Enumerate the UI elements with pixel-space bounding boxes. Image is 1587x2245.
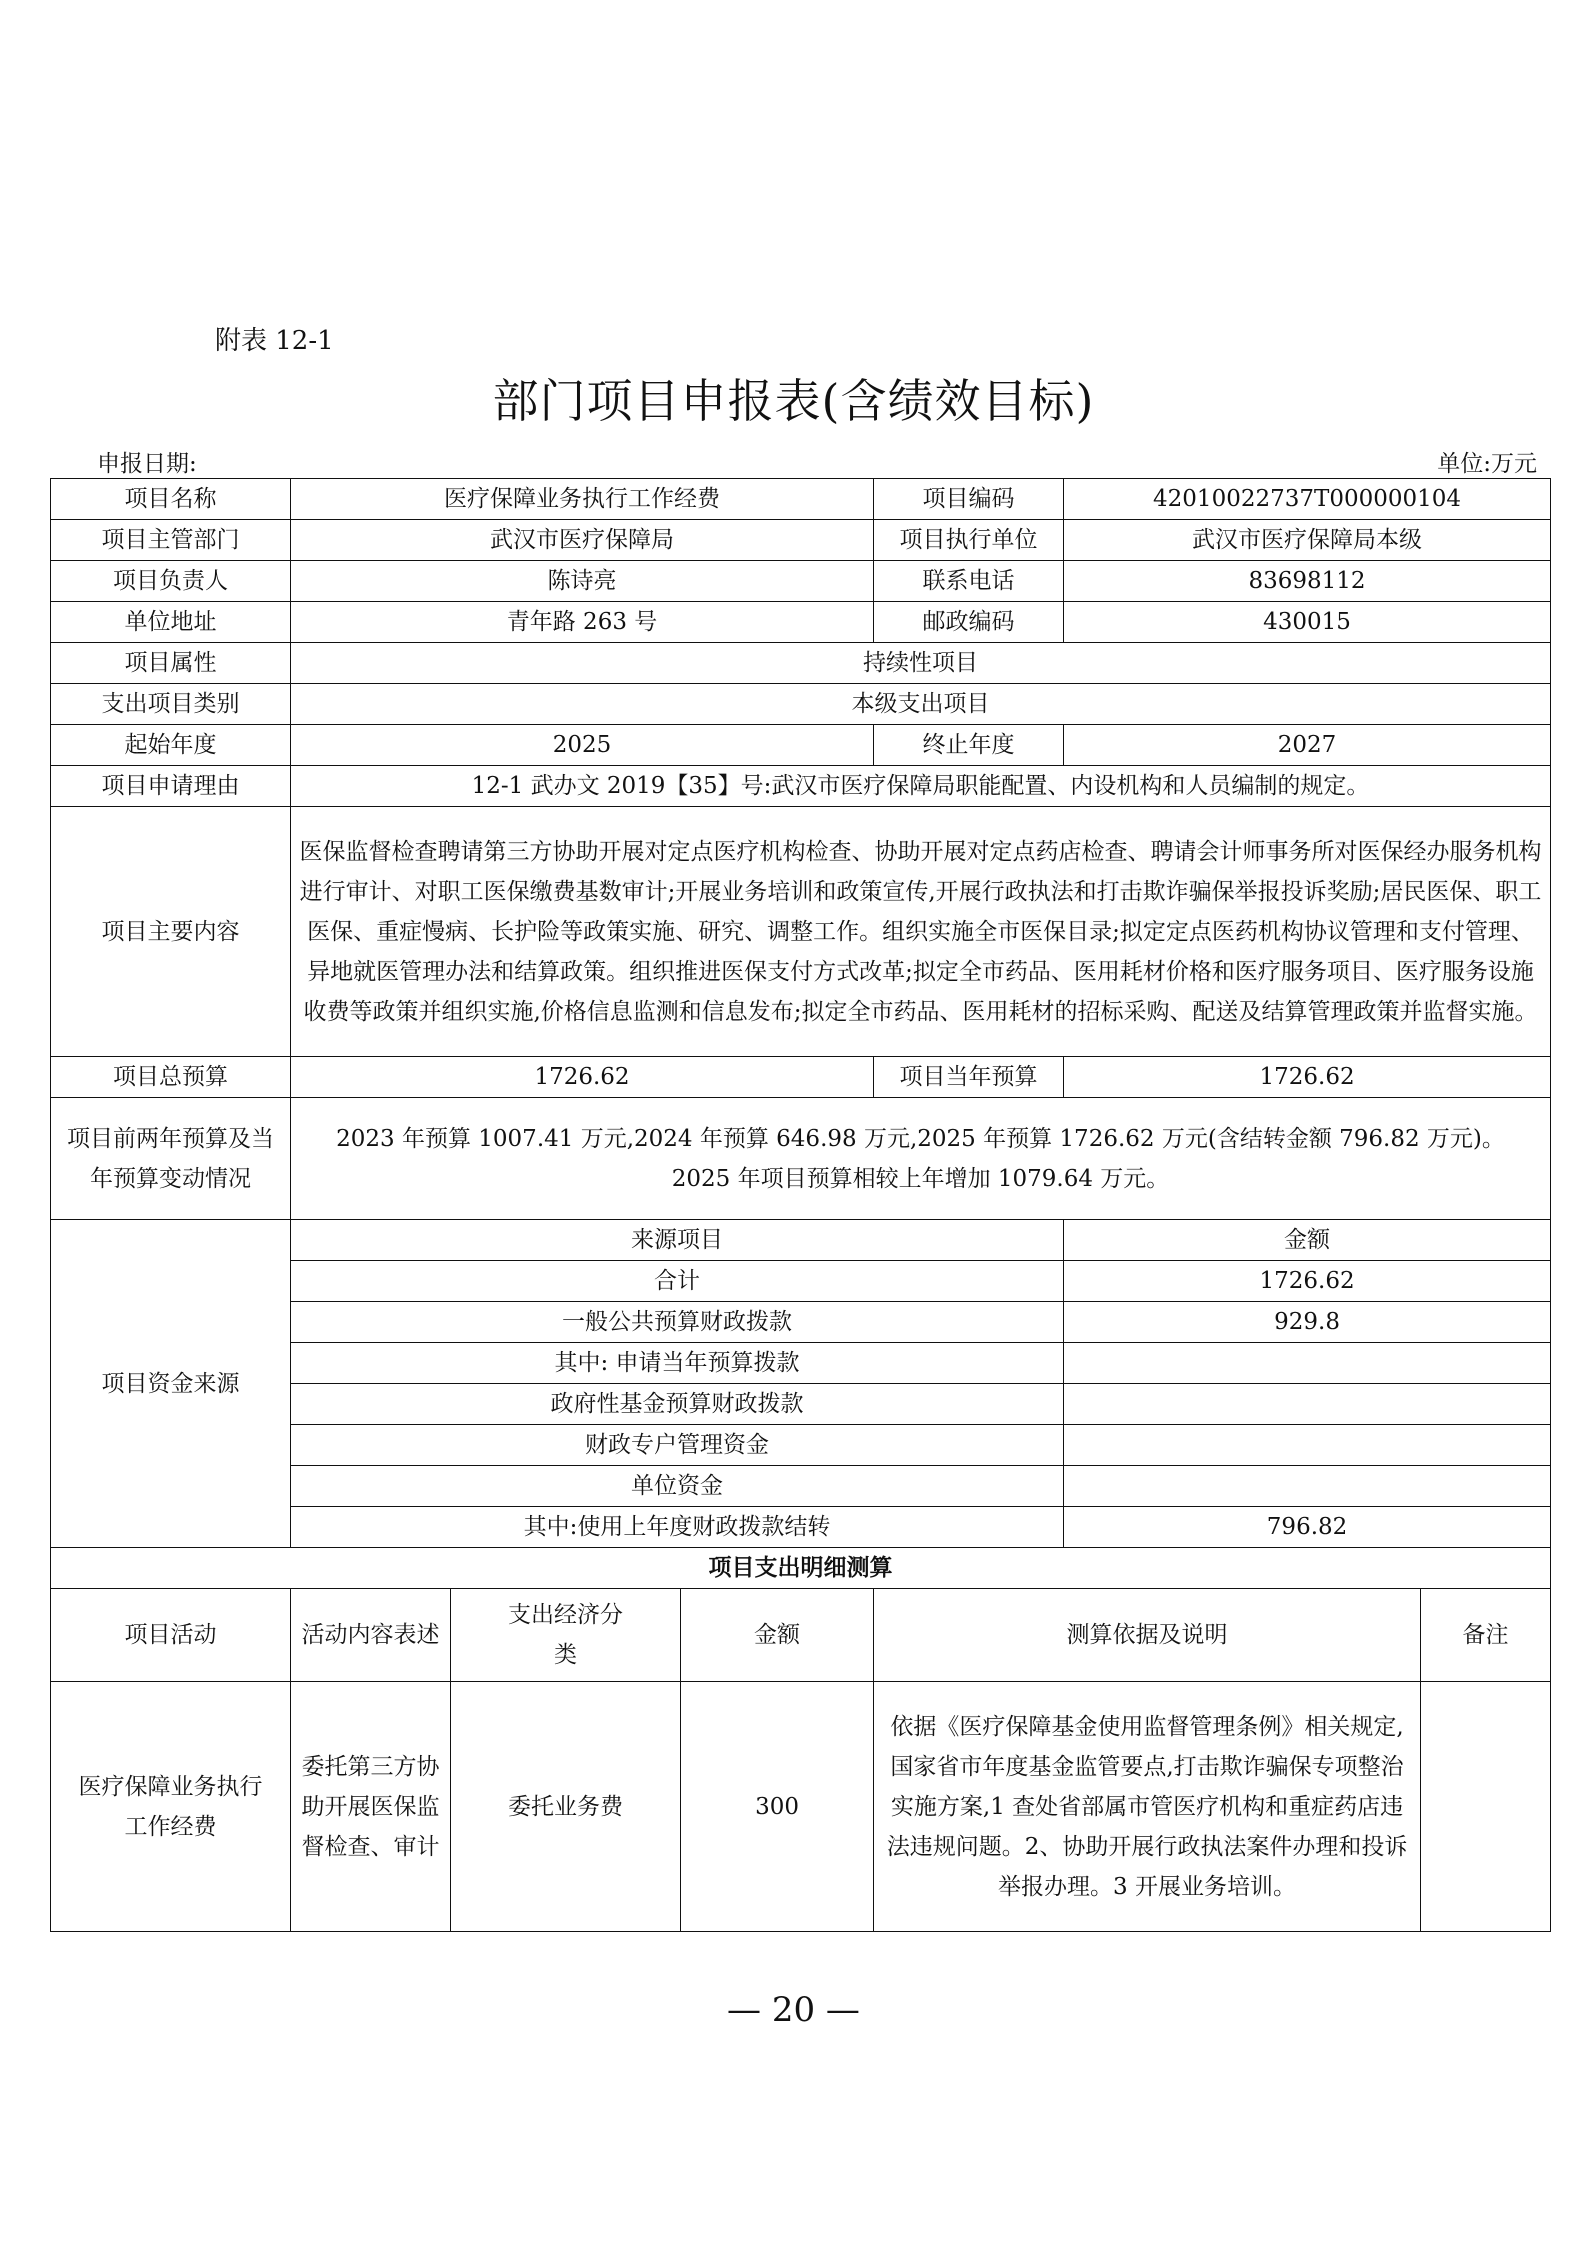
funding-amount xyxy=(1064,1384,1551,1425)
funding-amount: 1726.62 xyxy=(1064,1261,1551,1302)
postcode-label: 邮政编码 xyxy=(874,602,1064,643)
dept-value: 武汉市医疗保障局 xyxy=(291,520,874,561)
funding-amount: 929.8 xyxy=(1064,1302,1551,1343)
row-attr xyxy=(51,643,1551,684)
address-value: 青年路 263 号 xyxy=(291,602,874,643)
year-budget-value: 1726.62 xyxy=(1064,1057,1551,1098)
project-name-label: 项目名称 xyxy=(51,479,291,520)
expense-basis: 依据《医疗保障基金使用监督管理条例》相关规定,国家省市年度基金监管要点,打击欺诈骗保专项整治实施方案,1 查处省部属市管医疗机构和重症药店违法违规问题。2、协助开展行政执法案件办理和投诉举报办理。3 开展业务培训。 xyxy=(874,1682,1421,1932)
row-address xyxy=(51,602,1551,643)
funding-source: 财政专户管理资金 xyxy=(291,1425,1064,1466)
change-label: 项目前两年预算及当年预算变动情况 xyxy=(51,1098,291,1220)
change-line-1: 2023 年预算 1007.41 万元,2024 年预算 646.98 万元,2025 年预算 1726.62 万元(含结转金额 796.82 万元)。 xyxy=(336,1125,1505,1152)
change-line-2: 2025 年项目预算相较上年增加 1079.64 万元。 xyxy=(671,1165,1170,1192)
funding-source: 一般公共预算财政拨款 xyxy=(291,1302,1064,1343)
total-budget-label: 项目总预算 xyxy=(51,1057,291,1098)
expense-header-activity: 项目活动 xyxy=(51,1589,291,1682)
row-expense-header xyxy=(51,1589,1551,1682)
change-value xyxy=(291,1098,1551,1220)
phone-value: 83698112 xyxy=(1064,561,1551,602)
row-reason xyxy=(51,766,1551,807)
funding-header-source: 来源项目 xyxy=(291,1220,1064,1261)
expense-section-title: 项目支出明细测算 xyxy=(51,1548,1551,1589)
row-budget xyxy=(51,1057,1551,1098)
page-title: 部门项目申报表(含绩效目标) xyxy=(492,374,1095,428)
row-years xyxy=(51,725,1551,766)
expense-header-basis: 测算依据及说明 xyxy=(874,1589,1421,1682)
expense-row xyxy=(51,1682,1551,1932)
funding-source: 单位资金 xyxy=(291,1466,1064,1507)
total-budget-value: 1726.62 xyxy=(291,1057,874,1098)
row-content xyxy=(51,807,1551,1057)
expense-header-econ: 支出经济分类 xyxy=(451,1589,681,1682)
page-number: — 20 — xyxy=(727,1990,860,2030)
annex-label: 附表 12-1 xyxy=(215,326,334,356)
project-code-label: 项目编码 xyxy=(874,479,1064,520)
expense-header-desc: 活动内容表述 xyxy=(291,1589,451,1682)
funding-label: 项目资金来源 xyxy=(51,1220,291,1548)
unit-label: 单位:万元 xyxy=(1437,451,1537,477)
end-year-label: 终止年度 xyxy=(874,725,1064,766)
funding-source: 其中: 申请当年预算拨款 xyxy=(291,1343,1064,1384)
end-year-value: 2027 xyxy=(1064,725,1551,766)
row-dept xyxy=(51,520,1551,561)
project-name-value: 医疗保障业务执行工作经费 xyxy=(291,479,874,520)
leader-value: 陈诗亮 xyxy=(291,561,874,602)
dept-label: 项目主管部门 xyxy=(51,520,291,561)
expense-header-note: 备注 xyxy=(1421,1589,1551,1682)
leader-label: 项目负责人 xyxy=(51,561,291,602)
attr-label: 项目属性 xyxy=(51,643,291,684)
content-label: 项目主要内容 xyxy=(51,807,291,1057)
expense-note xyxy=(1421,1682,1551,1932)
row-leader xyxy=(51,561,1551,602)
declare-date-label: 申报日期: xyxy=(97,451,197,477)
expense-activity: 医疗保障业务执行工作经费 xyxy=(51,1682,291,1932)
expense-econ: 委托业务费 xyxy=(451,1682,681,1932)
project-code-value: 42010022737T000000104 xyxy=(1064,479,1551,520)
funding-source: 政府性基金预算财政拨款 xyxy=(291,1384,1064,1425)
category-value: 本级支出项目 xyxy=(291,684,1551,725)
funding-header-amount: 金额 xyxy=(1064,1220,1551,1261)
year-budget-label: 项目当年预算 xyxy=(874,1057,1064,1098)
row-change xyxy=(51,1098,1551,1220)
start-year-value: 2025 xyxy=(291,725,874,766)
category-label: 支出项目类别 xyxy=(51,684,291,725)
start-year-label: 起始年度 xyxy=(51,725,291,766)
funding-amount: 796.82 xyxy=(1064,1507,1551,1548)
funding-amount xyxy=(1064,1343,1551,1384)
phone-label: 联系电话 xyxy=(874,561,1064,602)
funding-source: 合计 xyxy=(291,1261,1064,1302)
exec-unit-label: 项目执行单位 xyxy=(874,520,1064,561)
expense-amount: 300 xyxy=(681,1682,874,1932)
reason-value: 12-1 武办文 2019【35】号:武汉市医疗保障局职能配置、内设机构和人员编制的规定。 xyxy=(291,766,1551,807)
content-value: 医保监督检查聘请第三方协助开展对定点医疗机构检查、协助开展对定点药店检查、聘请会计师事务所对医保经办服务机构进行审计、对职工医保缴费基数审计;开展业务培训和政策宣传,开展行政执法和打击欺诈骗保举报投诉奖励;居民医保、职工医保、重症慢病、长护险等政策实施、研究、调整工作。组织实施全市医保目录;拟定定点医药机构协议管理和支付管理、异地就医管理办法和结算政策。组织推进医保支付方式改革;拟定全市药品、医用耗材价格和医疗服务项目、医疗服务设施收费等政策并组织实施,价格信息监测和信息发布;拟定全市药品、医用耗材的招标采购、配送及结算管理政策并监督实施。 xyxy=(291,807,1551,1057)
address-label: 单位地址 xyxy=(51,602,291,643)
row-funding-header xyxy=(51,1220,1551,1261)
row-expense-section xyxy=(51,1548,1551,1589)
row-category xyxy=(51,684,1551,725)
row-project-name xyxy=(51,479,1551,520)
reason-label: 项目申请理由 xyxy=(51,766,291,807)
exec-unit-value: 武汉市医疗保障局本级 xyxy=(1064,520,1551,561)
expense-desc: 委托第三方协助开展医保监督检查、审计 xyxy=(291,1682,451,1932)
expense-header-amount: 金额 xyxy=(681,1589,874,1682)
attr-value: 持续性项目 xyxy=(291,643,1551,684)
funding-amount xyxy=(1064,1466,1551,1507)
project-table xyxy=(50,478,1551,1932)
funding-amount xyxy=(1064,1425,1551,1466)
funding-source: 其中:使用上年度财政拨款结转 xyxy=(291,1507,1064,1548)
postcode-value: 430015 xyxy=(1064,602,1551,643)
